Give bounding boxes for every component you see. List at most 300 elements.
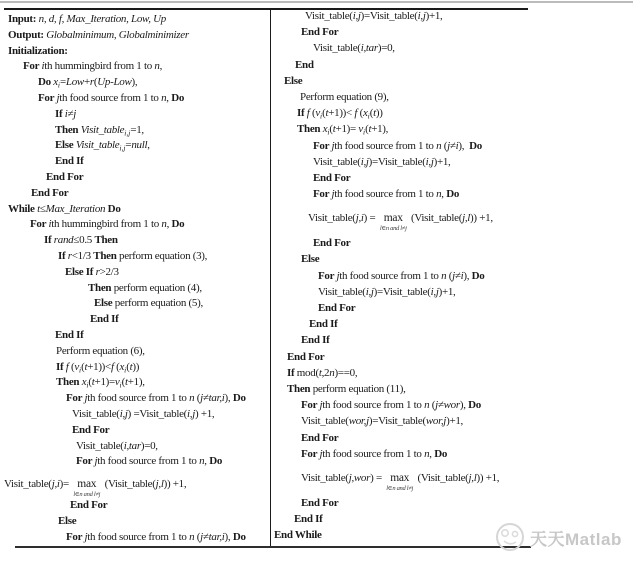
watermark [495, 521, 622, 553]
code-text: Max_Iteration [45, 202, 106, 215]
code-text: ( [369, 107, 374, 120]
code-text: j [336, 269, 340, 282]
code-text: )) +1, [470, 212, 493, 225]
code-text: j [84, 392, 88, 405]
code-text: Then [93, 249, 117, 262]
code-text: )) +1, [163, 478, 187, 491]
code-text: ( [429, 399, 436, 412]
code-text: ), [131, 76, 138, 89]
code-text: ( [121, 376, 125, 389]
code-text: ( [322, 107, 326, 120]
code-text: End For [46, 170, 84, 183]
code-text: ( [88, 376, 92, 389]
code-text: ( [446, 269, 453, 282]
code-line [8, 91, 269, 107]
code-line [8, 44, 269, 60]
watermark-text: 天天Matlab [530, 529, 622, 549]
code-text: For [301, 399, 320, 412]
code-text: ( [329, 123, 333, 136]
code-line [273, 316, 573, 332]
code-text: wor,j [425, 415, 447, 428]
code-line [273, 186, 573, 202]
code-text: f [306, 107, 313, 120]
code-text: Input: [8, 13, 37, 25]
code-text: j,i [51, 478, 60, 491]
code-text: =1, [130, 123, 144, 136]
code-text: End For [318, 302, 356, 314]
code-text: t [332, 123, 336, 136]
code-text: ), [459, 399, 469, 412]
code-text: i [57, 80, 60, 90]
code-text: Visit_table( [4, 478, 52, 491]
code-line [273, 430, 573, 446]
code-line [4, 470, 269, 498]
code-text: i,j [417, 10, 426, 22]
code-text: th food source from 1 to [322, 447, 425, 460]
code-text: n [199, 455, 205, 468]
code-text: i [362, 127, 366, 137]
code-text: End While [274, 529, 322, 542]
code-text: th food source from 1 to [339, 269, 442, 282]
code-text: j [94, 455, 98, 468]
code-text: If [44, 234, 54, 247]
code-text: t [84, 360, 88, 373]
code-text: )=Visit_table( [368, 155, 426, 168]
code-line [8, 439, 269, 455]
code-text: (Visit_table( [102, 478, 156, 491]
code-line [8, 391, 269, 407]
code-text: Do [468, 399, 481, 412]
code-text: x [322, 123, 328, 136]
code-text: +1), [371, 123, 389, 136]
code-text: i [327, 127, 330, 137]
code-text: i,j [119, 407, 128, 420]
code-text: End For [301, 496, 339, 509]
code-line [8, 170, 269, 186]
code-text: For [313, 139, 332, 152]
code-text: th food source from 1 to [334, 139, 437, 152]
code-text: = [125, 139, 132, 152]
code-text: x [53, 76, 58, 89]
code-text: ) +1, [195, 407, 215, 420]
code-text: )) +1, [476, 471, 500, 484]
code-text: f [354, 107, 360, 120]
code-text: j,l [155, 478, 164, 491]
code-line [273, 251, 573, 267]
code-text: j≠i [452, 269, 464, 282]
code-line [273, 365, 573, 381]
code-line [8, 265, 269, 281]
code-text: , [166, 218, 172, 231]
code-line [8, 281, 269, 297]
code-line [8, 454, 269, 470]
code-text: For [301, 447, 320, 460]
code-text: , [441, 188, 447, 201]
code-text: t [368, 123, 372, 136]
code-text: )=Visit_table( [368, 415, 426, 428]
code-text: th food source from 1 to [322, 399, 425, 412]
code-text: Visit_table [75, 139, 120, 152]
code-text: n [436, 139, 442, 152]
code-text: Do [469, 139, 482, 152]
code-line [273, 268, 573, 284]
code-text: i,j [124, 128, 131, 138]
code-text: Do [434, 447, 448, 460]
code-text: null [131, 139, 148, 152]
code-text: If [287, 366, 297, 379]
code-text: +1))< [87, 360, 111, 373]
code-text: For [66, 530, 85, 543]
code-text: End For [313, 171, 351, 184]
code-text: If [58, 249, 68, 262]
code-text: End For [70, 499, 108, 512]
code-line [8, 407, 269, 423]
code-text: ( [126, 360, 130, 373]
code-text: , [147, 139, 150, 152]
code-text: perform equation (5), [112, 297, 203, 310]
code-text: Perform equation (6), [56, 344, 145, 357]
max-operator: max l∈n and l≠j [386, 471, 414, 492]
code-text: n [189, 530, 195, 543]
code-line [8, 154, 269, 170]
code-text: i [41, 60, 45, 73]
code-line [8, 514, 269, 530]
code-text: Perform equation (9), [300, 90, 389, 103]
code-line [8, 344, 269, 360]
code-text: th food source from 1 to [87, 392, 190, 405]
code-text: Visit_table( [305, 10, 353, 22]
code-text: Do [209, 455, 223, 468]
code-text: f [65, 360, 72, 373]
code-text: End If [90, 313, 119, 326]
code-text: t [129, 360, 133, 373]
code-text: Globalminimum, Globalminimizer [43, 28, 189, 41]
code-text: i [48, 218, 52, 231]
column-divider-rule [270, 9, 271, 547]
code-text: End For [313, 237, 351, 250]
table-bottom-rule [15, 546, 531, 548]
code-text: j≠tar,i [200, 392, 225, 405]
code-text: th food source from 1 to [97, 455, 200, 468]
code-text: Else [58, 514, 77, 527]
code-text: Then [55, 123, 81, 136]
code-text: i,tar [123, 439, 141, 452]
code-text: Then [56, 376, 82, 389]
code-text: j,wor [348, 471, 371, 484]
code-line [273, 105, 573, 121]
code-text: <1/3 [71, 249, 94, 262]
code-text: ( [312, 107, 316, 120]
code-line [273, 8, 573, 24]
code-text: n [424, 447, 430, 460]
code-text: Do [232, 392, 246, 405]
code-text: , [429, 447, 435, 460]
code-text: End If [55, 155, 84, 168]
code-text: Visit_table( [301, 471, 349, 484]
code-text: th hummingbird from 1 to [51, 218, 162, 231]
code-line [273, 235, 573, 251]
code-text: + [83, 76, 90, 89]
code-text: End For [301, 431, 339, 444]
code-text: For [318, 269, 337, 282]
code-text: ), [463, 269, 472, 282]
code-text: ( [93, 76, 98, 89]
code-text: v [74, 360, 79, 373]
code-text: If [55, 107, 65, 120]
code-text: )+1, [433, 155, 451, 168]
code-text: i,tar [360, 42, 378, 55]
code-text: Visit_table [80, 123, 125, 136]
code-text: = [59, 76, 66, 89]
code-text: +1), [127, 376, 145, 389]
code-text: j≠tar,i [200, 530, 225, 543]
code-text: ,2 [321, 366, 330, 379]
code-text: ), [458, 139, 470, 152]
code-line [8, 375, 269, 391]
code-text: For [38, 91, 57, 104]
code-line [8, 123, 269, 139]
code-line [8, 423, 269, 439]
code-line [273, 381, 573, 397]
code-text: ) = [363, 212, 378, 225]
code-text: Visit_table( [308, 212, 356, 225]
code-text: For [66, 392, 85, 405]
code-text: i,j [119, 143, 126, 153]
code-text: For [313, 188, 332, 201]
code-line [273, 121, 573, 137]
code-line [273, 332, 573, 348]
code-line [273, 24, 573, 40]
code-text: i,j [352, 10, 361, 22]
code-text: i,j [360, 155, 369, 168]
code-text: wor,j [348, 415, 369, 428]
code-text: v [358, 123, 363, 136]
code-text: t [91, 376, 95, 389]
code-text: )+1, [438, 285, 456, 298]
code-text: th food source from 1 to [87, 530, 190, 543]
code-text: Visit_table( [76, 439, 124, 452]
code-text: End [295, 58, 314, 71]
code-text: , [159, 60, 163, 73]
code-text: n [329, 366, 335, 379]
code-text: , [166, 91, 172, 104]
code-text: perform equation (3), [116, 249, 208, 262]
code-text: Visit_table( [313, 42, 361, 55]
code-text: f [110, 360, 117, 373]
code-text: x [119, 360, 125, 373]
code-text: mod( [296, 366, 319, 379]
code-text: Do [171, 91, 185, 104]
code-text: Do [232, 530, 246, 543]
code-line [273, 73, 573, 89]
code-text: Then [94, 234, 118, 247]
code-line [8, 138, 269, 154]
code-text: ≤ [39, 202, 46, 215]
code-line [8, 107, 269, 123]
code-text: +1)= [335, 123, 359, 136]
code-text: n [424, 399, 430, 412]
code-text: th food source from 1 to [334, 188, 437, 201]
code-line [273, 89, 573, 105]
code-text: i,j [430, 285, 439, 298]
code-text: i≠j [64, 107, 77, 120]
code-text: x [363, 107, 368, 120]
code-line [273, 495, 573, 511]
code-text: i [119, 380, 122, 390]
code-text: Low [65, 76, 84, 89]
code-text: th food source from 1 to [59, 91, 162, 104]
code-text: ( [359, 107, 363, 120]
code-text: (Visit_table( [415, 471, 469, 484]
code-text: ( [194, 392, 201, 405]
code-line [273, 202, 573, 235]
code-line [8, 249, 269, 265]
code-text: Do [38, 76, 54, 89]
code-line [8, 328, 269, 344]
code-text: n [154, 60, 160, 73]
code-text: )+1, [446, 415, 463, 428]
code-text: (Visit_table( [408, 212, 463, 225]
code-text: Up [97, 76, 111, 89]
code-text: Do [107, 202, 121, 215]
code-text: Then [287, 382, 313, 395]
code-text: Visit_table( [72, 407, 120, 420]
code-text: ) =Visit_table( [127, 407, 188, 420]
code-text: )=Visit_table( [373, 285, 431, 298]
code-text: perform equation (11), [312, 382, 406, 395]
code-text: +1)= [94, 376, 115, 389]
code-text: ( [81, 360, 85, 373]
code-line [8, 530, 269, 546]
code-line [273, 397, 573, 413]
pseudocode-left-column [4, 12, 269, 546]
code-text: perform equation (4), [111, 281, 202, 294]
code-text: ≤0.5 [73, 234, 95, 247]
code-text: n [161, 218, 167, 231]
code-text: Low [113, 76, 132, 89]
code-text: i [86, 380, 89, 390]
code-line [273, 413, 573, 429]
code-text: For [23, 60, 42, 73]
code-line [8, 498, 269, 514]
code-text: Visit_table( [318, 285, 366, 298]
code-text: If [56, 360, 66, 373]
code-text: )+1, [425, 10, 443, 22]
code-text: j≠wor [435, 399, 460, 412]
code-line [8, 296, 269, 312]
code-text: j≠i [447, 139, 459, 152]
code-text: )) [375, 107, 383, 120]
code-text: i [78, 365, 82, 375]
code-text: i [124, 365, 127, 375]
code-text: n, d, f, Max_Iteration, Low, Up [36, 13, 167, 25]
code-text: )==0, [334, 366, 358, 379]
code-line [8, 217, 269, 233]
code-text: Do [446, 188, 460, 201]
code-text: )) [132, 360, 140, 373]
code-text: End For [287, 350, 325, 363]
code-text: x [81, 376, 87, 389]
code-text: End For [72, 423, 110, 436]
code-text: >2/3 [99, 265, 119, 278]
code-text: ) = [370, 471, 385, 484]
code-text: n [161, 91, 167, 104]
code-line [8, 186, 269, 202]
code-text: n [189, 392, 195, 405]
code-line [273, 462, 573, 495]
code-text: For [30, 218, 49, 231]
code-text: j,l [462, 212, 471, 225]
code-text: ( [365, 123, 369, 136]
top-edge-strip [0, 1, 633, 3]
code-text: th hummingbird from 1 to [44, 60, 155, 73]
code-text: Else [94, 297, 113, 310]
code-text: j,i [355, 212, 364, 225]
code-text: Else If [65, 265, 96, 278]
code-text: End If [301, 334, 330, 347]
code-text: Initialization: [8, 44, 68, 57]
code-text: Else [284, 74, 303, 87]
code-text: r [89, 76, 94, 89]
code-text: i,j [187, 407, 196, 420]
code-text: r [67, 249, 72, 262]
code-text: j [319, 447, 323, 460]
code-text: t [325, 107, 329, 120]
code-text: Visit_table( [313, 155, 361, 168]
code-line [273, 154, 573, 170]
code-text: j [319, 399, 323, 412]
code-text: n [436, 188, 442, 201]
code-text: t [318, 366, 322, 379]
code-line [8, 75, 269, 91]
code-text: Do [471, 269, 485, 282]
code-line [273, 300, 573, 316]
watermark-logo-icon [495, 522, 525, 552]
code-text: v [315, 107, 320, 120]
code-text: ( [441, 139, 448, 152]
code-text: Else [301, 253, 320, 266]
code-text: End For [31, 186, 69, 199]
code-line [273, 170, 573, 186]
code-text: ), [224, 392, 233, 405]
code-text: If [297, 107, 307, 120]
code-text: i,j [365, 285, 374, 298]
code-text: Then [297, 123, 323, 136]
code-line [273, 40, 573, 56]
code-line [8, 28, 269, 44]
code-text: Else [55, 139, 76, 152]
code-text: End If [309, 318, 338, 331]
code-text: For [76, 455, 95, 468]
pseudocode-right-column [273, 8, 573, 543]
code-text: While [8, 202, 38, 215]
code-text: )= [59, 478, 72, 491]
code-text: r [95, 265, 100, 278]
code-text: n [441, 269, 447, 282]
code-line [273, 138, 573, 154]
code-line [273, 446, 573, 462]
code-text: Visit_table( [301, 415, 349, 428]
code-line [273, 284, 573, 300]
max-operator: max l∈n and l≠j [73, 478, 101, 499]
code-text: Then [88, 281, 112, 294]
code-text: v [114, 376, 120, 389]
code-text: t [373, 107, 376, 120]
code-text: Output: [8, 28, 44, 41]
code-text: j,l [468, 471, 477, 484]
code-text: )=Visit_table( [360, 10, 418, 22]
code-text: rand [53, 234, 74, 247]
